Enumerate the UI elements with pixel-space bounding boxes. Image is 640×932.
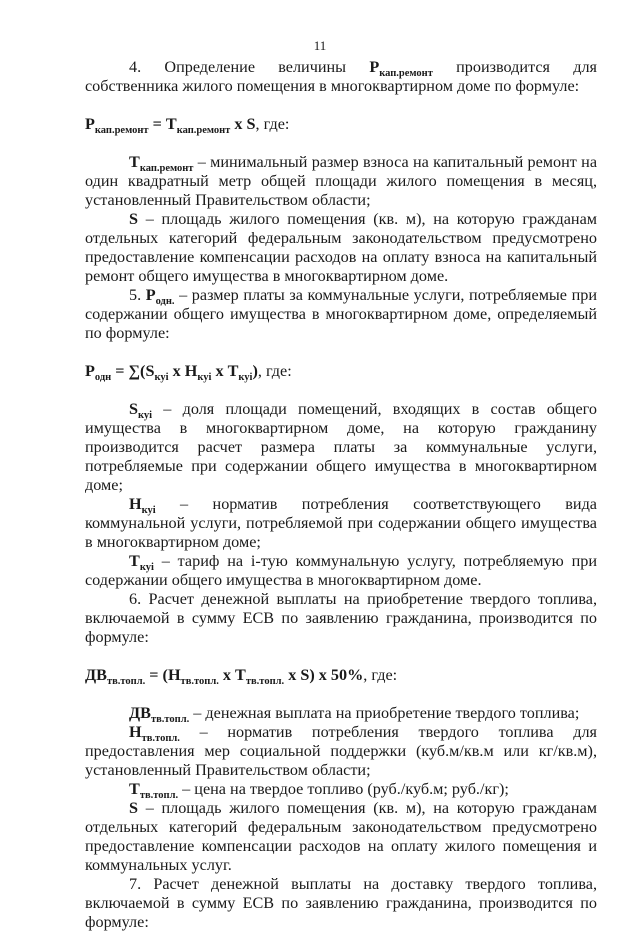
definition-s-share: $S_{куi}$ – доля площади помещений, входящих в состав общего имущества в многоквартирном доме, на которую гражданину производится расчет размера платы за коммунальные услуги, потребляемые при содержании общего имущества в многоквартирном доме; xyxy=(85,400,597,494)
paragraph-4: 4. Определение величины $Р_{кап.ремонт}$ производится для собственника жилого помещения в многоквартирном доме по формуле: xyxy=(85,58,597,95)
document-body xyxy=(85,58,597,932)
paragraph-6: 6. Расчет денежной выплаты на приобретение твердого топлива, включаемой в сумму ЕСВ по заявлению гражданина, производится по формуле: xyxy=(85,590,597,646)
definition-t-capital: $Т_{кап.ремонт}$ – минимальный размер взноса на капитальный ремонт на один квадратный метр общей площади жилого помещения в месяц, установленный Правительством области; xyxy=(85,153,597,209)
definition-t-price: $Т_{тв.топл.}$ – цена на твердое топливо (руб./куб.м; руб./кг); xyxy=(129,780,509,802)
definition-dv: $ДВ_{тв.топл.}$ – денежная выплата на приобретение твердого топлива; xyxy=(129,704,580,726)
definition-s-area-2: S – площадь жилого помещения (кв. м), на которую гражданам отдельных категорий федеральным законодательством предусмотрено предоставление компенсации расходов на оплату жилого помещения и коммунальных услуг. xyxy=(85,799,597,874)
page-number: 11 xyxy=(313,38,327,53)
paragraph-7: 7. Расчет денежной выплаты на доставку твердого топлива, включаемой в сумму ЕСВ по заявлению гражданина, производится по формуле: xyxy=(85,875,597,931)
definition-n-fuel: $Н_{тв.топл.}$ – норматив потребления твердого топлива для предоставления мер социальной поддержки (куб.м/кв.м или кг/кв.м), установленный Правительством области; xyxy=(85,723,597,779)
paragraph-5: 5. $Р_{одн.}$ – размер платы за коммунальные услуги, потребляемые при содержании общего имущества в многоквартирном доме, определяемый по формуле: xyxy=(85,286,597,342)
formula-solid-fuel: $ДВ_{тв.топл.} = (Н_{тв.топл.}$ x $Т_{тв.топл.}$ x S) x 50%, где: xyxy=(85,666,398,688)
definition-s-area: S – площадь жилого помещения (кв. м), на которую гражданам отдельных категорий федеральным законодательством предусмотрено предоставление компенсации расходов на оплату взноса на капитальный ремонт общего имущества в многоквартирном доме. xyxy=(85,210,597,285)
formula-capital-repair: $Р_{кап.ремонт} = Т_{кап.ремонт}$ x S, где: xyxy=(85,115,290,137)
definition-n-norm: $Н_{куi}$ – норматив потребления соответствующего вида коммунальной услуги, потребляемой при содержании общего имущества в многоквартирном доме; xyxy=(85,495,597,551)
formula-common-utilities: $Р_{одн} = \sum(S_{куi}$ x $Н_{куi}$ x $Т_{куi}$), где: xyxy=(85,362,292,384)
definition-t-tariff: $Т_{куi}$ – тариф на i-тую коммунальную услугу, потребляемую при содержании общего имущества в многоквартирном доме. xyxy=(85,552,597,589)
